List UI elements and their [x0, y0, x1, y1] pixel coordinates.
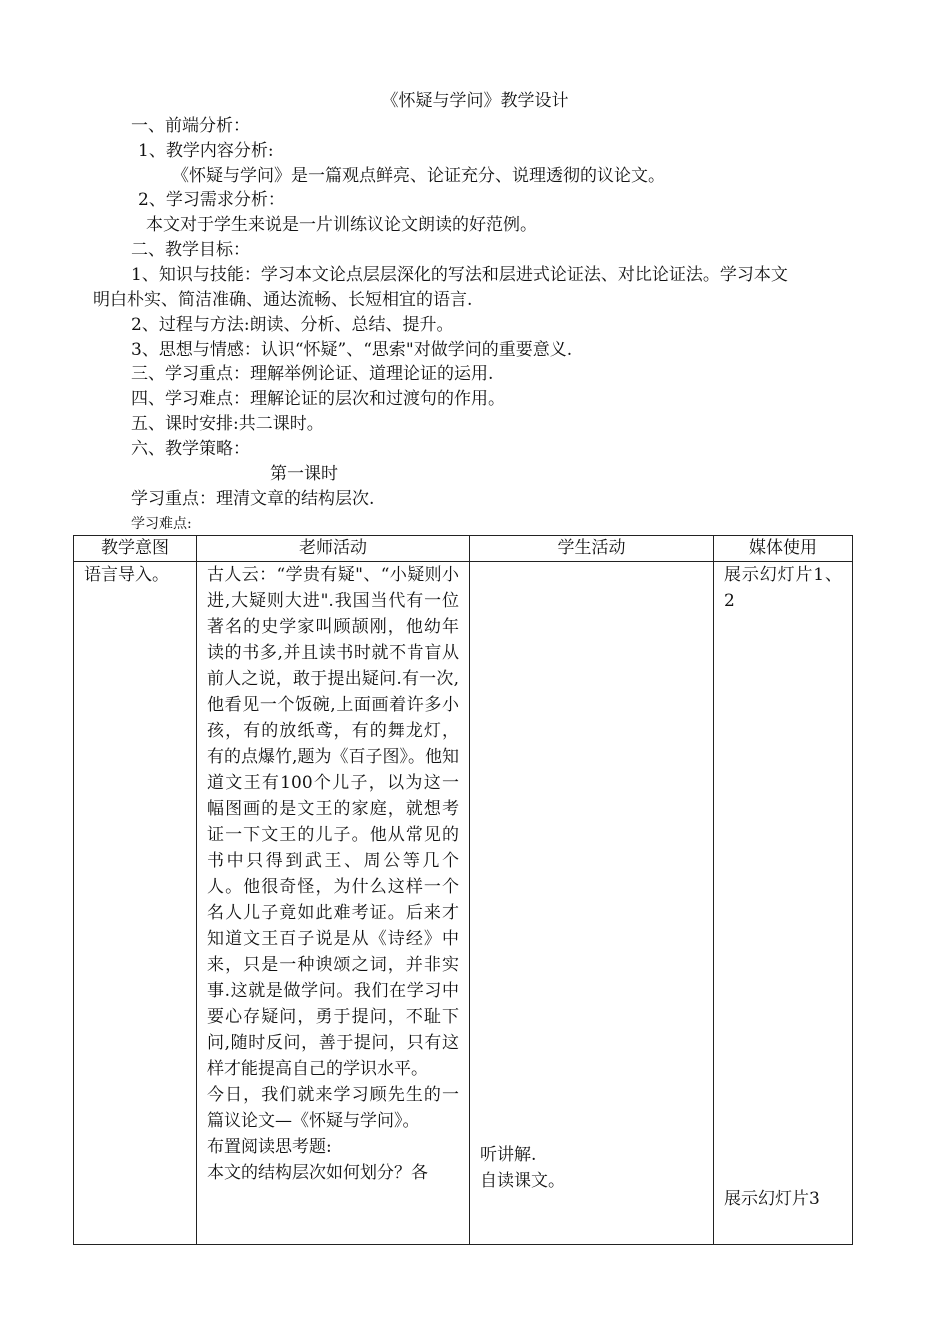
lesson-difficulty: 学习难点: [131, 516, 192, 532]
section-heading-goals: 二、教学目标： [131, 240, 250, 260]
student-read: 自读课文。 [480, 1171, 565, 1191]
cell-student-activity [470, 562, 714, 1245]
goal-emotion: 3、思想与情感：认识“怀疑”、“思索"对做学问的重要意义. [131, 340, 573, 360]
header-intent: 教学意图 [74, 536, 197, 562]
section-heading-difficulty: 四、学习难点：理解论证的层次和过渡句的作用。 [131, 389, 505, 409]
teacher-intro-paragraph: 今日，我们就来学习顾先生的一篇议论文—《怀疑与学问》。 [207, 1085, 459, 1131]
lesson-focus: 学习重点：理清文章的结构层次. [131, 489, 375, 509]
cell-intent [74, 562, 197, 1245]
teacher-question-heading: 布置阅读思考题: [207, 1137, 332, 1157]
header-student-activity: 学生活动 [470, 536, 714, 562]
document-title: 《怀疑与学问》教学设计 [381, 91, 569, 111]
table-row [74, 562, 853, 1245]
section-heading-analysis: 一、前端分析： [131, 116, 250, 136]
subheading-needs-analysis: 2、学习需求分析： [138, 190, 285, 210]
header-media-use: 媒体使用 [714, 536, 853, 562]
section-heading-focus: 三、学习重点：理解举例论证、道理论证的运用. [131, 364, 494, 384]
subheading-content-analysis: 1、教学内容分析: [138, 141, 274, 161]
cell-teacher-activity [197, 562, 470, 1245]
cell-media-use [714, 562, 853, 1245]
section-heading-schedule: 五、课时安排:共二课时。 [131, 414, 324, 434]
table-header-row [74, 536, 853, 562]
student-listen: 听讲解. [480, 1145, 537, 1165]
media-slides-1-2: 展示幻灯片1、2 [724, 565, 842, 611]
teacher-question-text: 本文的结构层次如何划分？各 [207, 1163, 428, 1183]
lesson-plan-table [73, 535, 853, 1245]
paragraph-content-analysis: 《怀疑与学问》是一篇观点鲜亮、论证充分、说理透彻的议论文。 [172, 166, 665, 186]
goal-process: 2、过程与方法:朗读、分析、总结、提升。 [131, 315, 454, 335]
goal-knowledge-line-1: 1、知识与技能：学习本文论点层层深化的写法和层进式论证法、对比论证法。学习本文 [131, 265, 788, 285]
lesson-heading: 第一课时 [270, 464, 338, 484]
paragraph-needs-analysis: 本文对于学生来说是一片训练议论文朗读的好范例。 [146, 215, 537, 235]
goal-knowledge-line-2: 明白朴实、简洁准确、通达流畅、长短相宜的语言. [93, 290, 473, 310]
teacher-story-paragraph: 古人云：“学贵有疑"、“小疑则小进,大疑则大进".我国当代有一位著名的史学家叫顾颉刚，他幼年读的书多,并且读书时就不肯盲从前人之说，敢于提出疑问.有一次,他看见一个饭碗,上面画着许多小孩，有的放纸鸢，有的舞龙灯，有的点爆竹,题为《百子图》。他知道文王有100个儿子，以为这一幅图画的是文王的家庭，就想考证一下文王的儿子。他从常见的书中只得到武王、周公等几个人。他很奇怪，为什么这样一个名人儿子竟如此难考证。后来才知道文王百子说是从《诗经》中来，只是一种谀颂之词，并非实事.这就是做学问。我们在学习中要心存疑问，勇于提问，不耻下问,随时反问，善于提问，只有这样才能提高自己的学识水平。 [207, 565, 459, 1079]
media-slide-3: 展示幻灯片3 [724, 1189, 820, 1209]
intent-text: 语言导入。 [84, 565, 169, 585]
header-teacher-activity: 老师活动 [197, 536, 470, 562]
section-heading-strategy: 六、教学策略： [131, 439, 250, 459]
